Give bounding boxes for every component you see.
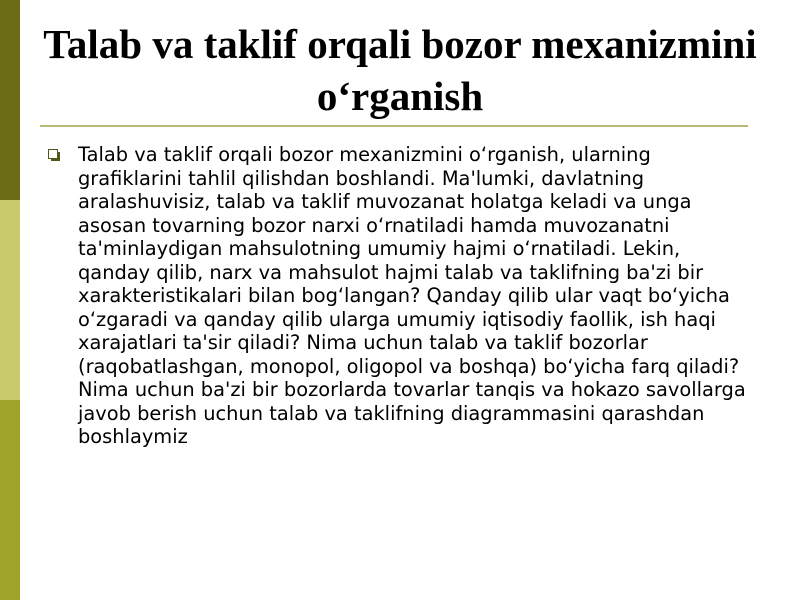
slide-title: Talab va taklif orqali bozor mexanizmini o‘rganish [43, 21, 757, 119]
side-bar-top [0, 0, 20, 200]
side-bar-bottom [0, 400, 20, 600]
bullet-text: Talab va taklif orqali bozor mexanizmini o‘rganish, ularning grafiklarini tahlil qilishdan boshlandi. Ma'lumki, davlatning aralashuvisiz, talab va taklif muvozanat holatga keladi va unga asosan tovarning bozor narxi o‘rnatiladi hamda muvozanatni ta'minlaydigan mahsulotning umumiy hajmi o‘rnatiladi. Lekin, qanday qilib, narx va mahsulot hajmi talab va taklifning ba'zi bir xarakteristikalari bilan bog‘langan? Qanday qilib ular vaqt bo‘yicha o‘zgaradi va qanday qilib ularga umumiy iqtisodiy faollik, ish haqi xarajatlari ta'sir qiladi? Nima uchun talab va taklif bozorlar (raqobatlashgan, monopol, oligopol va boshqa) bo‘yicha farq qiladi? Nima uchun ba'zi bir bozorlarda tovarlar tanqis va hokazo savollarga javob berish uchun talab va taklifning diagrammasini qarashdan boshlaymiz [78, 143, 746, 448]
side-bar-middle [0, 200, 20, 400]
bullet-item [48, 143, 768, 449]
square-bullet-icon [48, 149, 58, 159]
title-divider [40, 125, 748, 127]
